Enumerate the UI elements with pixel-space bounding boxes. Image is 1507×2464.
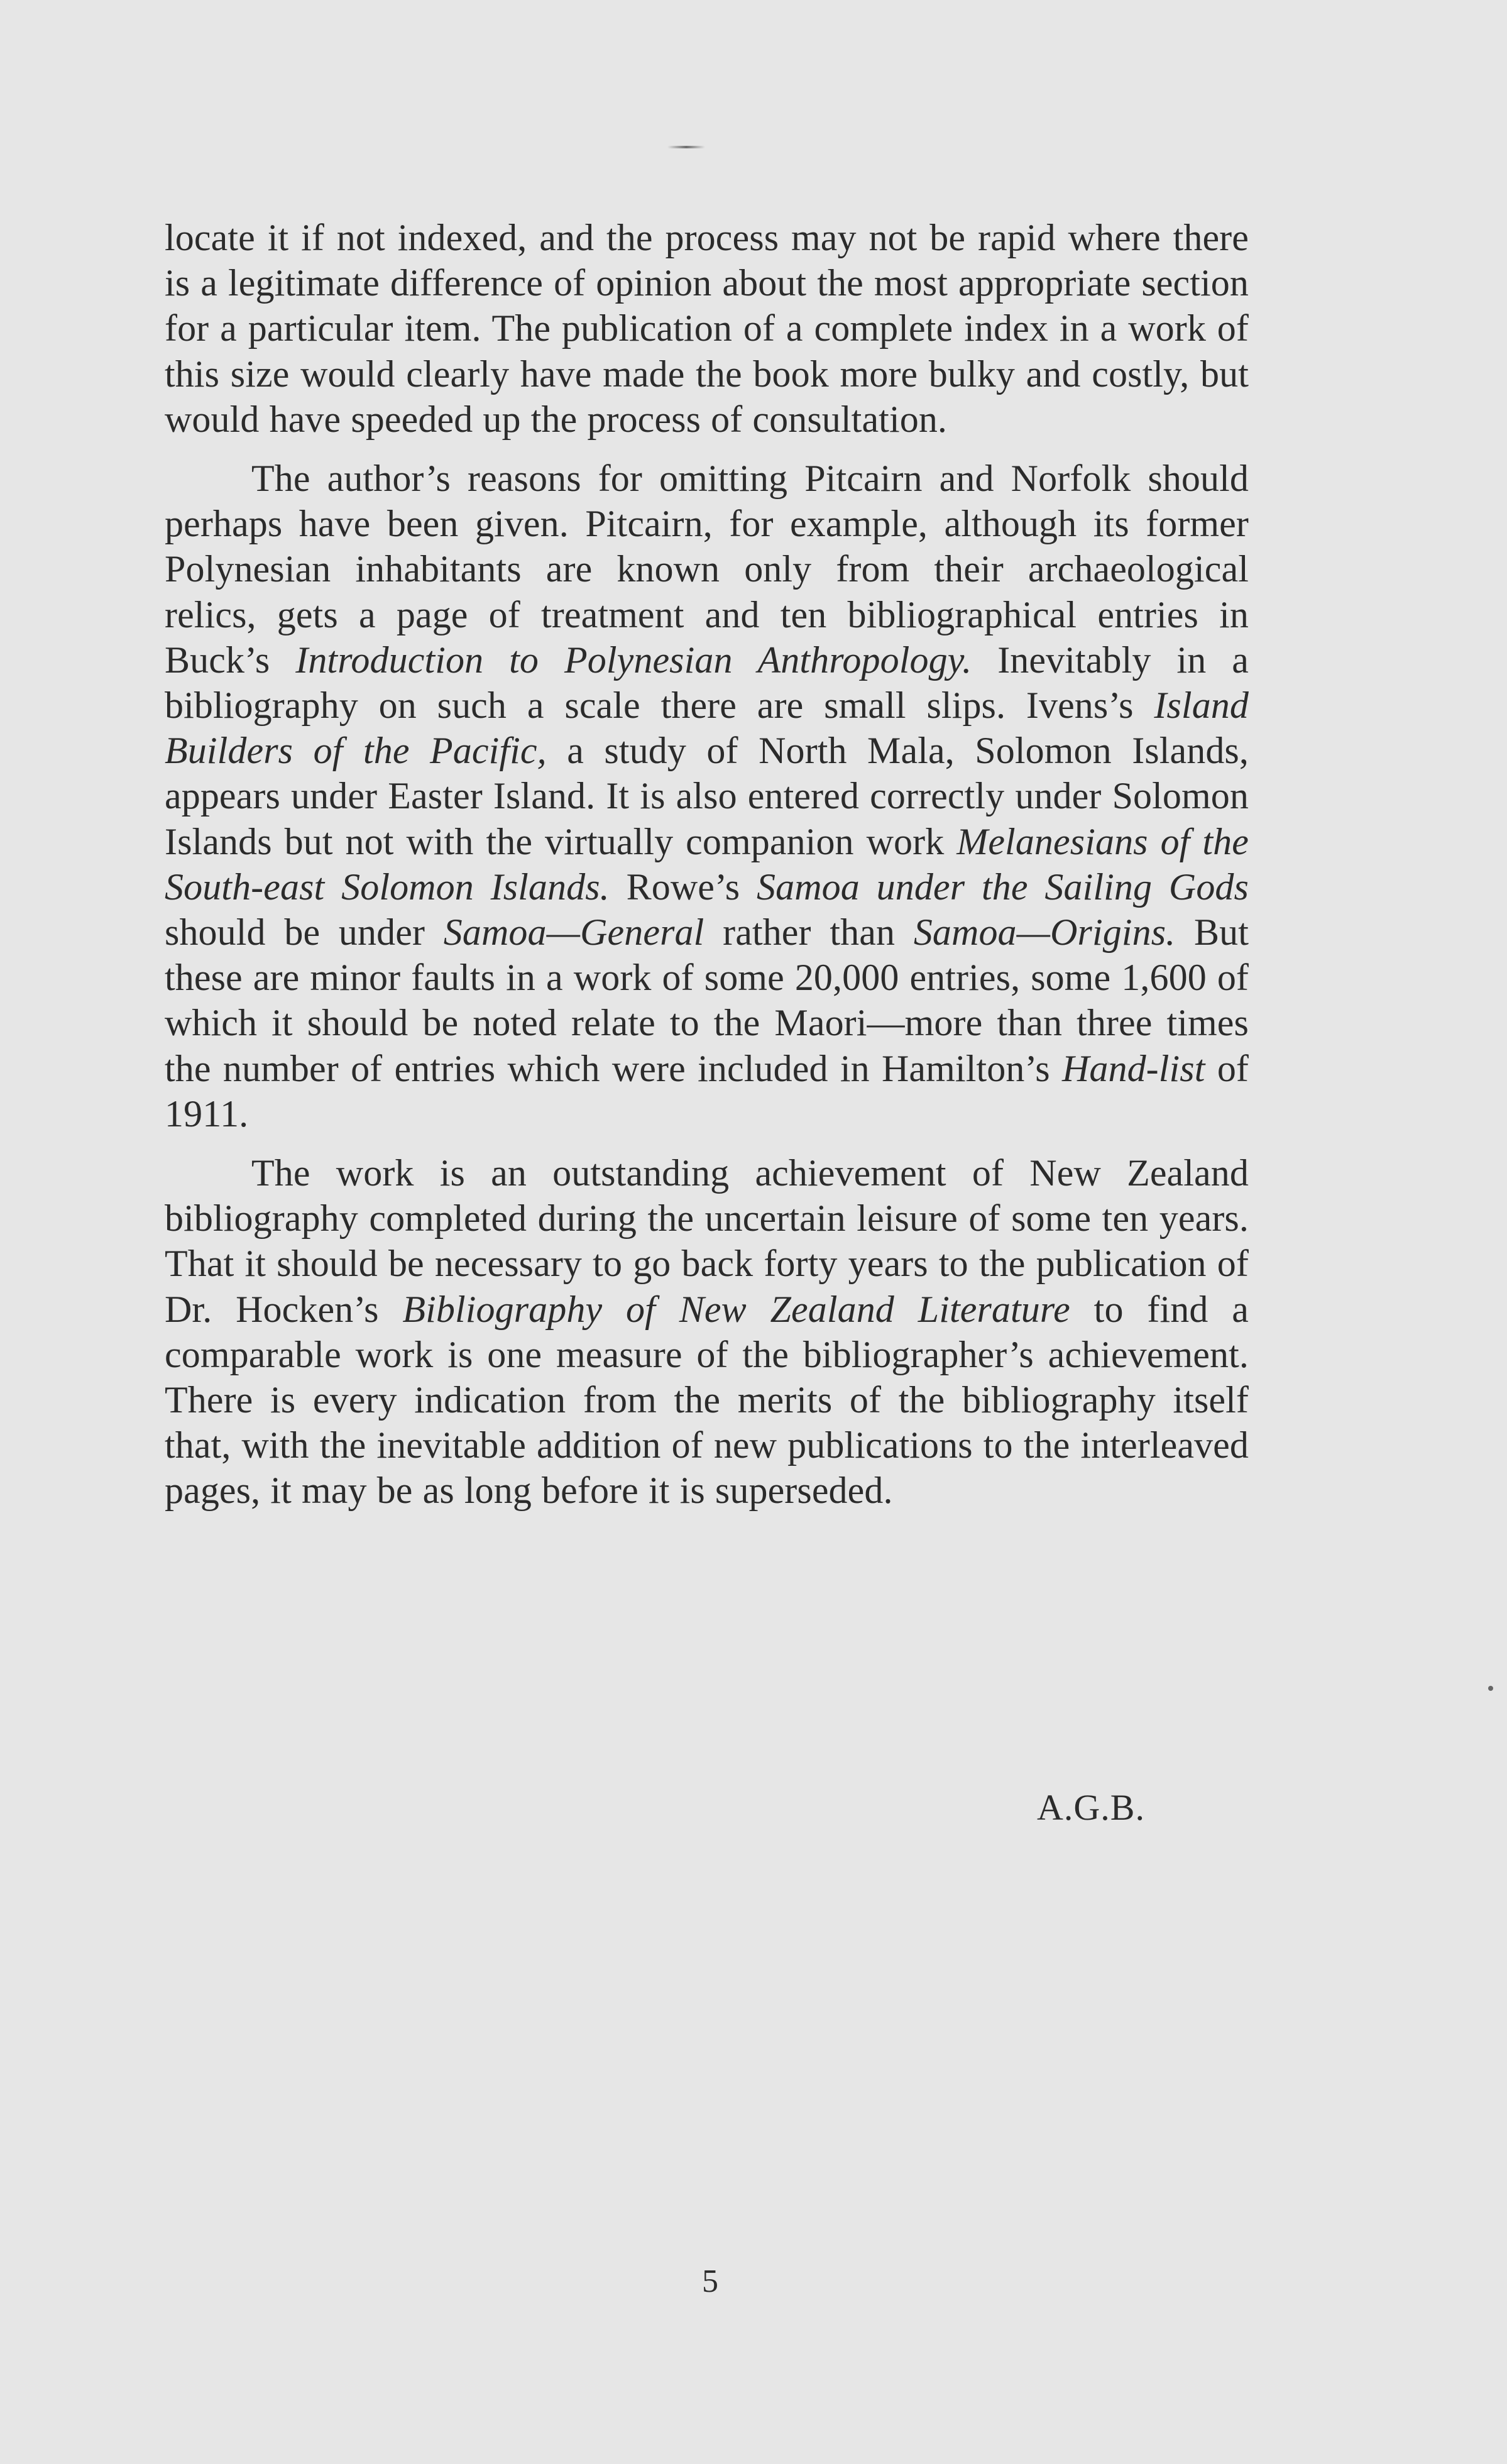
text-run: to find a comparable work is one measure of the bibliographer’s achievement. There is every indication from the merits of the bibliography itself that, with the inevitable addition of new publications to the interleaved pages, it may be as long before it is superseded. xyxy=(165,1288,1249,1512)
text-run: of 1911. xyxy=(165,1047,1249,1135)
author-signature: A.G.B. xyxy=(1037,1787,1145,1828)
italic-title: Samoa—Origins. xyxy=(913,911,1176,954)
text-run: Rowe’s xyxy=(609,866,757,908)
italic-title: Samoa—General xyxy=(443,911,704,954)
text-run: locate it if not indexed, and the process may not be rapid where there is a legitimate difference of opinion about the most appropriate section for a particular item. The publication of a complete index in a work of this size would clearly have made the book more bulky and costly, but would have speeded up the process of consultation. xyxy=(165,217,1249,440)
print-speck-right xyxy=(1488,1686,1493,1691)
italic-title: Introduction to Polynesian Anthropology. xyxy=(295,639,972,681)
paragraph-1 xyxy=(165,215,1249,442)
italic-title: Bibliography of New Zealand Literature xyxy=(402,1288,1070,1330)
print-speck-top xyxy=(667,146,705,148)
page-number: 5 xyxy=(702,2263,718,2299)
body-text xyxy=(165,215,1249,1514)
text-run: a study of North Mala, Solomon Islands, appears under Easter Island. It is also entered correctly under Solomon Islands but not with the virtually companion work xyxy=(165,730,1249,862)
italic-title: Island Builders of the Pacific, xyxy=(165,685,1249,772)
text-run: rather than xyxy=(704,911,914,954)
italic-title: Hand-list xyxy=(1061,1047,1205,1089)
text-run: should be under xyxy=(165,911,444,954)
text-run: The work is an outstanding achievement of New Zealand bibliography completed during the uncertain leisure of some ten years. That it should be necessary to go back forty years to the publication of Dr. Hocken’s xyxy=(165,1152,1249,1330)
text-run: But these are minor faults in a work of some 20,000 entries, some 1,600 of which it should be noted relate to the Maori—more than three times the number of entries which were included in Hamilton’s xyxy=(165,911,1249,1089)
paragraph-2 xyxy=(165,456,1249,1136)
text-run: The author’s reasons for omitting Pitcairn and Norfolk should perhaps have been given. Pitcairn, for example, although its former Polynesian inhabitants are known only from their archaeological relics, gets a page of treatment and ten bibliographical entries in Buck’s xyxy=(165,458,1249,681)
paragraph-3 xyxy=(165,1150,1249,1514)
italic-title: Melanesians of the South-east Solomon Islands. xyxy=(165,820,1249,908)
italic-title: Samoa under the Sailing Gods xyxy=(757,866,1249,908)
text-run: Inevitably in a bibliography on such a scale there are small slips. Ivens’s xyxy=(165,639,1249,727)
paragraph-gap xyxy=(165,1136,1249,1150)
paragraph-gap xyxy=(165,442,1249,456)
